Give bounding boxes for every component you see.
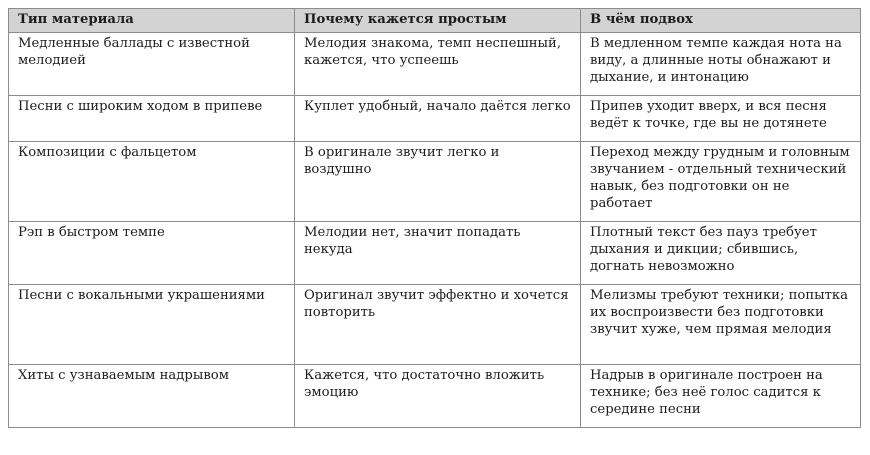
cell-why-simple: В оригинале звучит легко и воздушно: [295, 142, 581, 222]
header-material-type: Тип материала: [9, 9, 295, 33]
cell-catch: Плотный текст без пауз требует дыхания и дикции; сбившись, догнать невозможно: [581, 222, 861, 285]
table-header-row: [9, 9, 861, 33]
cell-catch: Переход между грудным и головным звучанием - отдельный технический навык, без подготовки он не работает: [581, 142, 861, 222]
table-row: [9, 365, 861, 428]
cell-why-simple: Оригинал звучит эффектно и хочется повторить: [295, 285, 581, 365]
cell-material-type: Композиции с фальцетом: [9, 142, 295, 222]
cell-material-type: Хиты с узнаваемым надрывом: [9, 365, 295, 428]
header-catch: В чём подвох: [581, 9, 861, 33]
table-row: [9, 285, 861, 365]
cell-why-simple: Кажется, что достаточно вложить эмоцию: [295, 365, 581, 428]
comparison-table: [8, 8, 861, 428]
cell-why-simple: Куплет удобный, начало даётся легко: [295, 96, 581, 142]
cell-catch: Припев уходит вверх, и вся песня ведёт к точке, где вы не дотянете: [581, 96, 861, 142]
cell-catch: Надрыв в оригинале построен на технике; без неё голос садится к середине песни: [581, 365, 861, 428]
table-row: [9, 33, 861, 96]
cell-catch: Мелизмы требуют техники; попытка их воспроизвести без подготовки звучит хуже, чем прямая мелодия: [581, 285, 861, 365]
table-row: [9, 142, 861, 222]
cell-catch: В медленном темпе каждая нота на виду, а длинные ноты обнажают и дыхание, и интонацию: [581, 33, 861, 96]
cell-material-type: Песни с вокальными украшениями: [9, 285, 295, 365]
table-row: [9, 222, 861, 285]
cell-why-simple: Мелодия знакома, темп неспешный, кажется, что успеешь: [295, 33, 581, 96]
header-why-simple: Почему кажется простым: [295, 9, 581, 33]
cell-material-type: Песни с широким ходом в припеве: [9, 96, 295, 142]
cell-material-type: Рэп в быстром темпе: [9, 222, 295, 285]
cell-material-type: Медленные баллады с известной мелодией: [9, 33, 295, 96]
cell-why-simple: Мелодии нет, значит попадать некуда: [295, 222, 581, 285]
table-row: [9, 96, 861, 142]
